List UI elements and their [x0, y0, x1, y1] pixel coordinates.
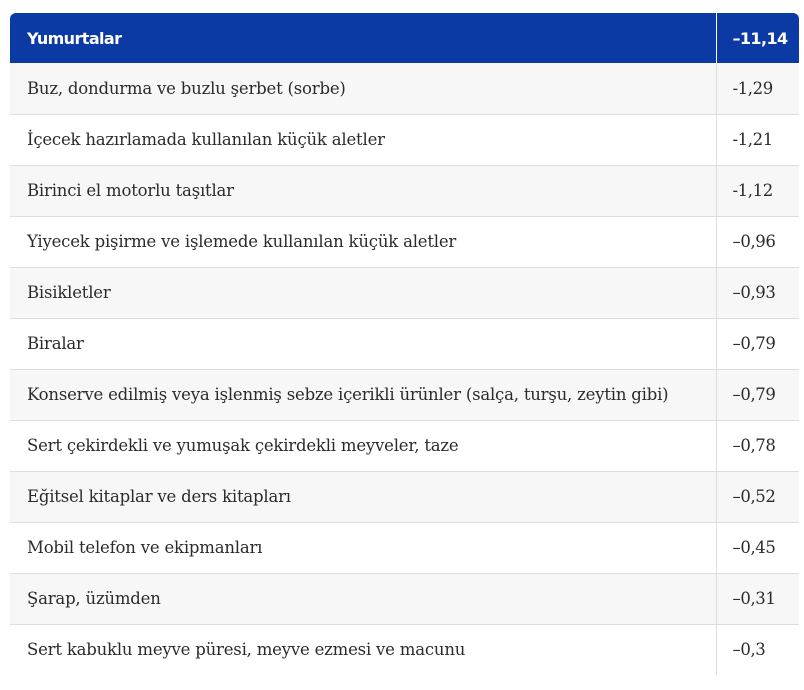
- table-row: [10, 216, 799, 267]
- table-header-row: [10, 13, 799, 63]
- row-value: -1,21: [716, 114, 799, 165]
- data-table: [10, 13, 799, 675]
- table-row: [10, 573, 799, 624]
- row-label: Eğitsel kitaplar ve ders kitapları: [10, 471, 716, 522]
- row-label: Buz, dondurma ve buzlu şerbet (sorbe): [10, 63, 716, 114]
- price-change-table: [10, 13, 799, 675]
- table-row: [10, 318, 799, 369]
- row-label: Bisikletler: [10, 267, 716, 318]
- row-label: Konserve edilmiş veya işlenmiş sebze içerikli ürünler (salça, turşu, zeytin gibi): [10, 369, 716, 420]
- row-label: Birinci el motorlu taşıtlar: [10, 165, 716, 216]
- row-value: –0,3: [716, 624, 799, 675]
- table-row: [10, 624, 799, 675]
- header-value: –11,14: [716, 13, 799, 63]
- table-row: [10, 165, 799, 216]
- row-label: Sert çekirdekli ve yumuşak çekirdekli meyveler, taze: [10, 420, 716, 471]
- row-label: Şarap, üzümden: [10, 573, 716, 624]
- table-row: [10, 114, 799, 165]
- row-value: –0,79: [716, 369, 799, 420]
- row-value: –0,96: [716, 216, 799, 267]
- row-label: İçecek hazırlamada kullanılan küçük aletler: [10, 114, 716, 165]
- row-value: –0,93: [716, 267, 799, 318]
- row-label: Sert kabuklu meyve püresi, meyve ezmesi ve macunu: [10, 624, 716, 675]
- row-value: –0,79: [716, 318, 799, 369]
- header-label: Yumurtalar: [10, 13, 716, 63]
- row-value: -1,29: [716, 63, 799, 114]
- row-label: Yiyecek pişirme ve işlemede kullanılan küçük aletler: [10, 216, 716, 267]
- table-row: [10, 522, 799, 573]
- row-label: Biralar: [10, 318, 716, 369]
- row-value: –0,78: [716, 420, 799, 471]
- row-label: Mobil telefon ve ekipmanları: [10, 522, 716, 573]
- table-row: [10, 267, 799, 318]
- table-row: [10, 471, 799, 522]
- table-row: [10, 369, 799, 420]
- row-value: –0,45: [716, 522, 799, 573]
- table-row: [10, 420, 799, 471]
- table-row: [10, 63, 799, 114]
- row-value: –0,52: [716, 471, 799, 522]
- row-value: –0,31: [716, 573, 799, 624]
- row-value: -1,12: [716, 165, 799, 216]
